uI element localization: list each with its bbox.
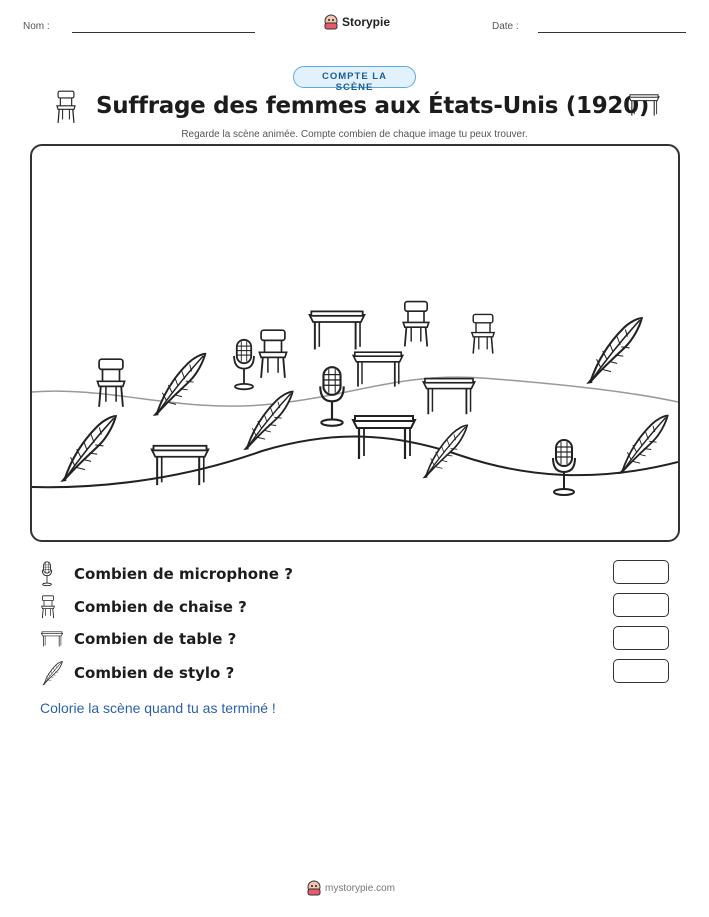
date-line[interactable] bbox=[538, 32, 686, 33]
chair-icon bbox=[40, 594, 56, 620]
scene-quill bbox=[243, 392, 292, 451]
answer-box-table[interactable] bbox=[613, 626, 669, 650]
quill-icon bbox=[40, 660, 64, 686]
question-text: Combien de microphone ? bbox=[74, 565, 293, 583]
scene-microphone bbox=[553, 440, 575, 495]
footer bbox=[307, 880, 395, 896]
question-quill bbox=[40, 660, 234, 686]
scene-microphone bbox=[234, 340, 254, 390]
instructions: Regarde la scène animée. Compte combien de chaque image tu peux trouver. bbox=[181, 129, 528, 140]
microphone-icon bbox=[40, 561, 54, 587]
date-label: Date : bbox=[492, 21, 519, 32]
scene-quill bbox=[153, 354, 205, 416]
title-table-icon bbox=[627, 92, 661, 118]
scene-microphone bbox=[320, 367, 343, 426]
brand-name: Storypie bbox=[342, 15, 391, 29]
question-text: Combien de chaise ? bbox=[74, 598, 247, 616]
answer-box-quill[interactable] bbox=[613, 659, 669, 683]
scene-quill bbox=[60, 416, 116, 482]
question-text: Combien de stylo ? bbox=[74, 664, 235, 682]
activity-badge: COMPTE LA SCÈNE bbox=[293, 66, 416, 88]
scene-table bbox=[353, 352, 403, 386]
title-chair-icon bbox=[54, 90, 78, 124]
storypie-mascot-icon bbox=[307, 880, 321, 896]
question-text: Combien de table ? bbox=[74, 630, 237, 648]
scene-table bbox=[152, 446, 209, 485]
table-icon bbox=[40, 629, 64, 649]
scene-chair bbox=[403, 302, 429, 347]
footer-url[interactable]: mystorypie.com bbox=[325, 882, 396, 894]
name-label: Nom : bbox=[23, 21, 50, 32]
storypie-mascot-icon bbox=[324, 14, 338, 30]
scene-chair bbox=[472, 314, 494, 353]
scene-table bbox=[423, 379, 474, 415]
answer-box-microphone[interactable] bbox=[613, 560, 669, 584]
scene-illustration[interactable] bbox=[32, 146, 678, 540]
scene-chair bbox=[97, 359, 124, 407]
scene-frame bbox=[30, 144, 680, 542]
coloring-note: Colorie la scène quand tu as terminé ! bbox=[40, 700, 276, 716]
brand-logo bbox=[324, 14, 390, 30]
page-title: Suffrage des femmes aux États-Unis (1920) bbox=[96, 93, 650, 119]
scene-quill bbox=[422, 425, 467, 478]
scene-table bbox=[310, 311, 365, 349]
question-table bbox=[40, 629, 236, 649]
name-line[interactable] bbox=[72, 32, 255, 33]
scene-quill bbox=[586, 318, 642, 384]
question-chair bbox=[40, 594, 247, 620]
answer-box-chair[interactable] bbox=[613, 593, 669, 617]
question-microphone bbox=[40, 561, 293, 587]
scene-chair bbox=[259, 330, 286, 378]
